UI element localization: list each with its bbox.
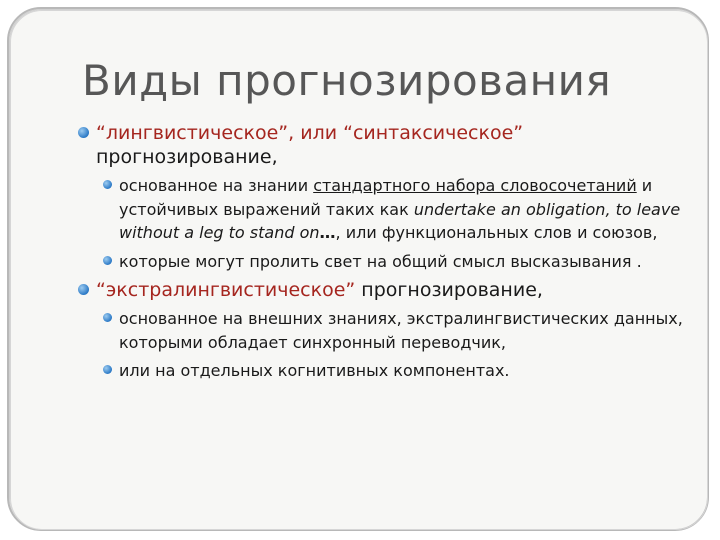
ellipsis: …	[319, 223, 336, 242]
extralinguistic-rest: прогнозирование,	[355, 279, 543, 301]
bullet-dot-icon	[78, 127, 89, 138]
sub2-text: которые могут пролить свет на общий смысл высказывания .	[119, 251, 642, 271]
slide-title: Виды прогнозирования	[82, 56, 612, 105]
sub1-text-a: основанное на знании	[119, 176, 314, 195]
sub-bullet-standard-set	[78, 174, 688, 245]
sub-bullet-dot-icon	[103, 256, 112, 265]
example-phrases: undertake an obligation, to leave without a leg to stand on	[119, 199, 681, 242]
sub-bullet-dot-icon	[103, 365, 112, 374]
sub4-text: или на отдельных когнитивных компонентах.	[119, 361, 510, 380]
standard-set-link[interactable]: стандартного набора словосочетаний	[313, 176, 637, 195]
extralinguistic-term: “экстралингвистическое”	[96, 279, 356, 301]
bullet-extralinguistic	[78, 278, 688, 302]
sub-bullet-general-meaning	[78, 250, 688, 274]
sub-bullet-dot-icon	[103, 313, 112, 322]
linguistic-rest: прогнозирование,	[96, 146, 278, 168]
sub-bullet-external-knowledge	[78, 307, 688, 354]
sub-bullet-cognitive	[78, 359, 688, 383]
sub-bullet-dot-icon	[103, 180, 112, 189]
bullet-linguistic	[78, 121, 688, 169]
sub1-text-b: и устойчивых выражений таких как	[119, 176, 653, 219]
slide-content	[78, 121, 688, 388]
sub1-text-c: , или функциональных слов и союзов,	[335, 223, 658, 242]
bullet-dot-icon	[78, 284, 89, 295]
linguistic-term: “лингвистическое”, или “синтаксическое”	[96, 122, 524, 144]
sub3-text: основанное на внешних знаниях, экстралингвистических данных, которыми обладает синхронный переводчик,	[119, 309, 683, 352]
